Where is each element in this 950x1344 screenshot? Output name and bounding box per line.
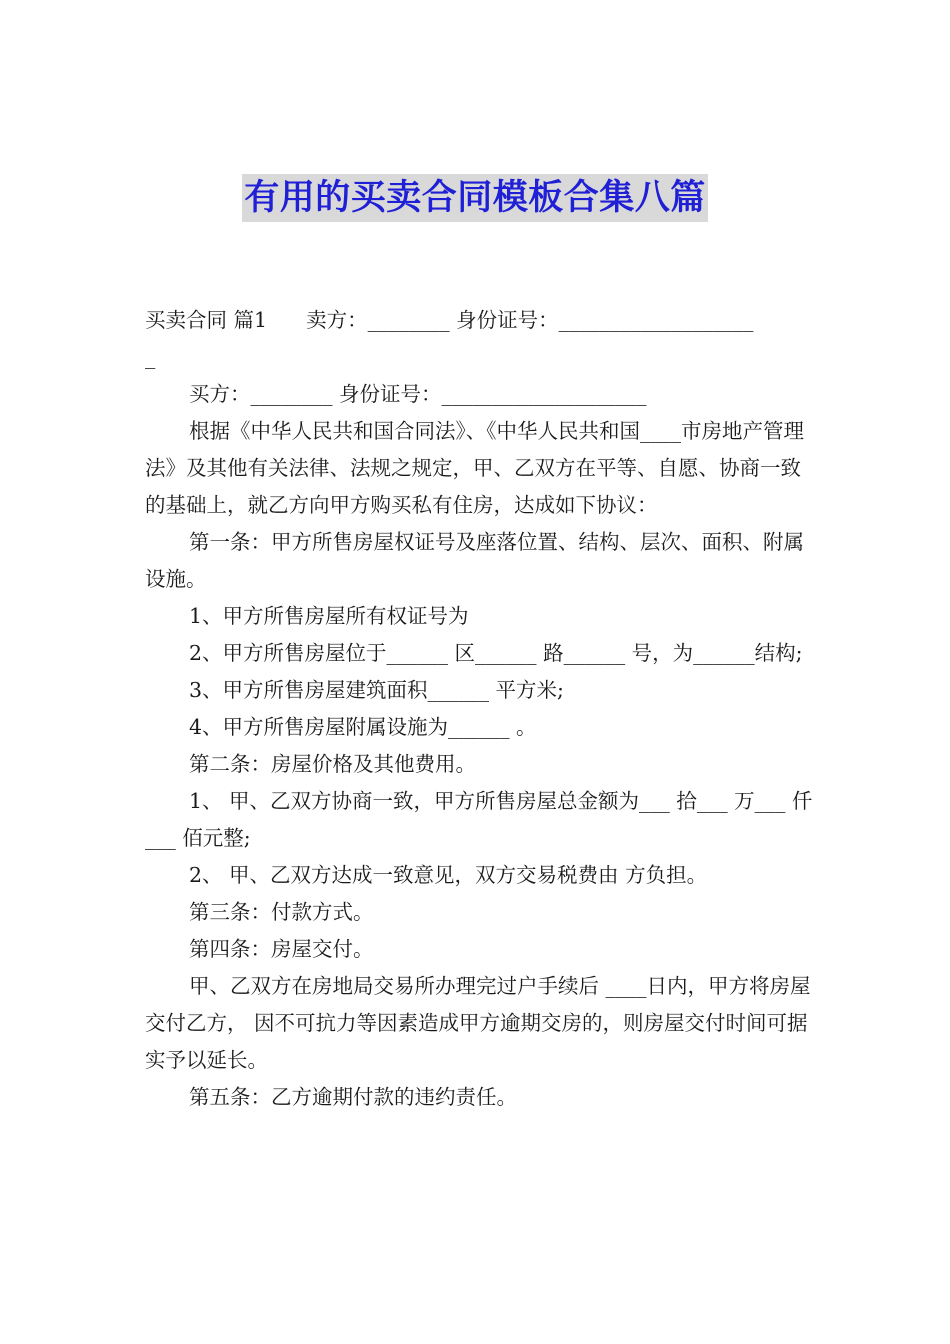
paragraph: 1、 甲、乙双方协商一致，甲方所售房屋总金额为___ 拾___ 万___ 仟___ 佰元整; [145,789,813,850]
paragraph: 2、 甲、乙双方达成一致意见，双方交易税费由 方负担。 [189,863,708,887]
paragraph: 买卖合同 篇1 卖方：________ 身份证号：___________________ [145,308,754,332]
paragraph: 1、甲方所售房屋所有权证号为 [189,604,469,628]
paragraph: 买方：________ 身份证号：____________________ [189,382,647,406]
paragraph: 第一条：甲方所售房屋权证号及座落位置、结构、层次、面积、附属设施。 [145,530,804,591]
paragraph: 第四条：房屋交付。 [189,937,374,961]
paragraph: 第二条：房屋价格及其他费用。 [189,752,476,776]
paragraph: _ [145,345,156,369]
paragraph: 第三条：付款方式。 [189,900,374,924]
paragraph: 4、甲方所售房屋附属设施为______ 。 [189,715,537,739]
paragraph: 第五条：乙方逾期付款的违约责任。 [189,1085,517,1109]
paragraph: 根据《中华人民共和国合同法》、《中华人民共和国____市房地产管理法》及其他有关法律、法规之规定，甲、乙双方在平等、自愿、协商一致的基础上，就乙方向甲方购买私有住房，达成如下协议： [145,419,804,517]
paragraph: 3、甲方所售房屋建筑面积______ 平方米; [189,678,564,702]
document-title: 有用的买卖合同模板合集八篇 [242,174,708,222]
title-container [0,174,950,222]
paragraph: 2、甲方所售房屋位于______ 区______ 路______ 号，为______结构; [189,641,803,665]
document-body [145,302,815,1116]
paragraph: 甲、乙双方在房地局交易所办理完过户手续后 ____日内，甲方将房屋交付乙方， 因不可抗力等因素造成甲方逾期交房的，则房屋交付时间可据实予以延长。 [145,974,811,1072]
